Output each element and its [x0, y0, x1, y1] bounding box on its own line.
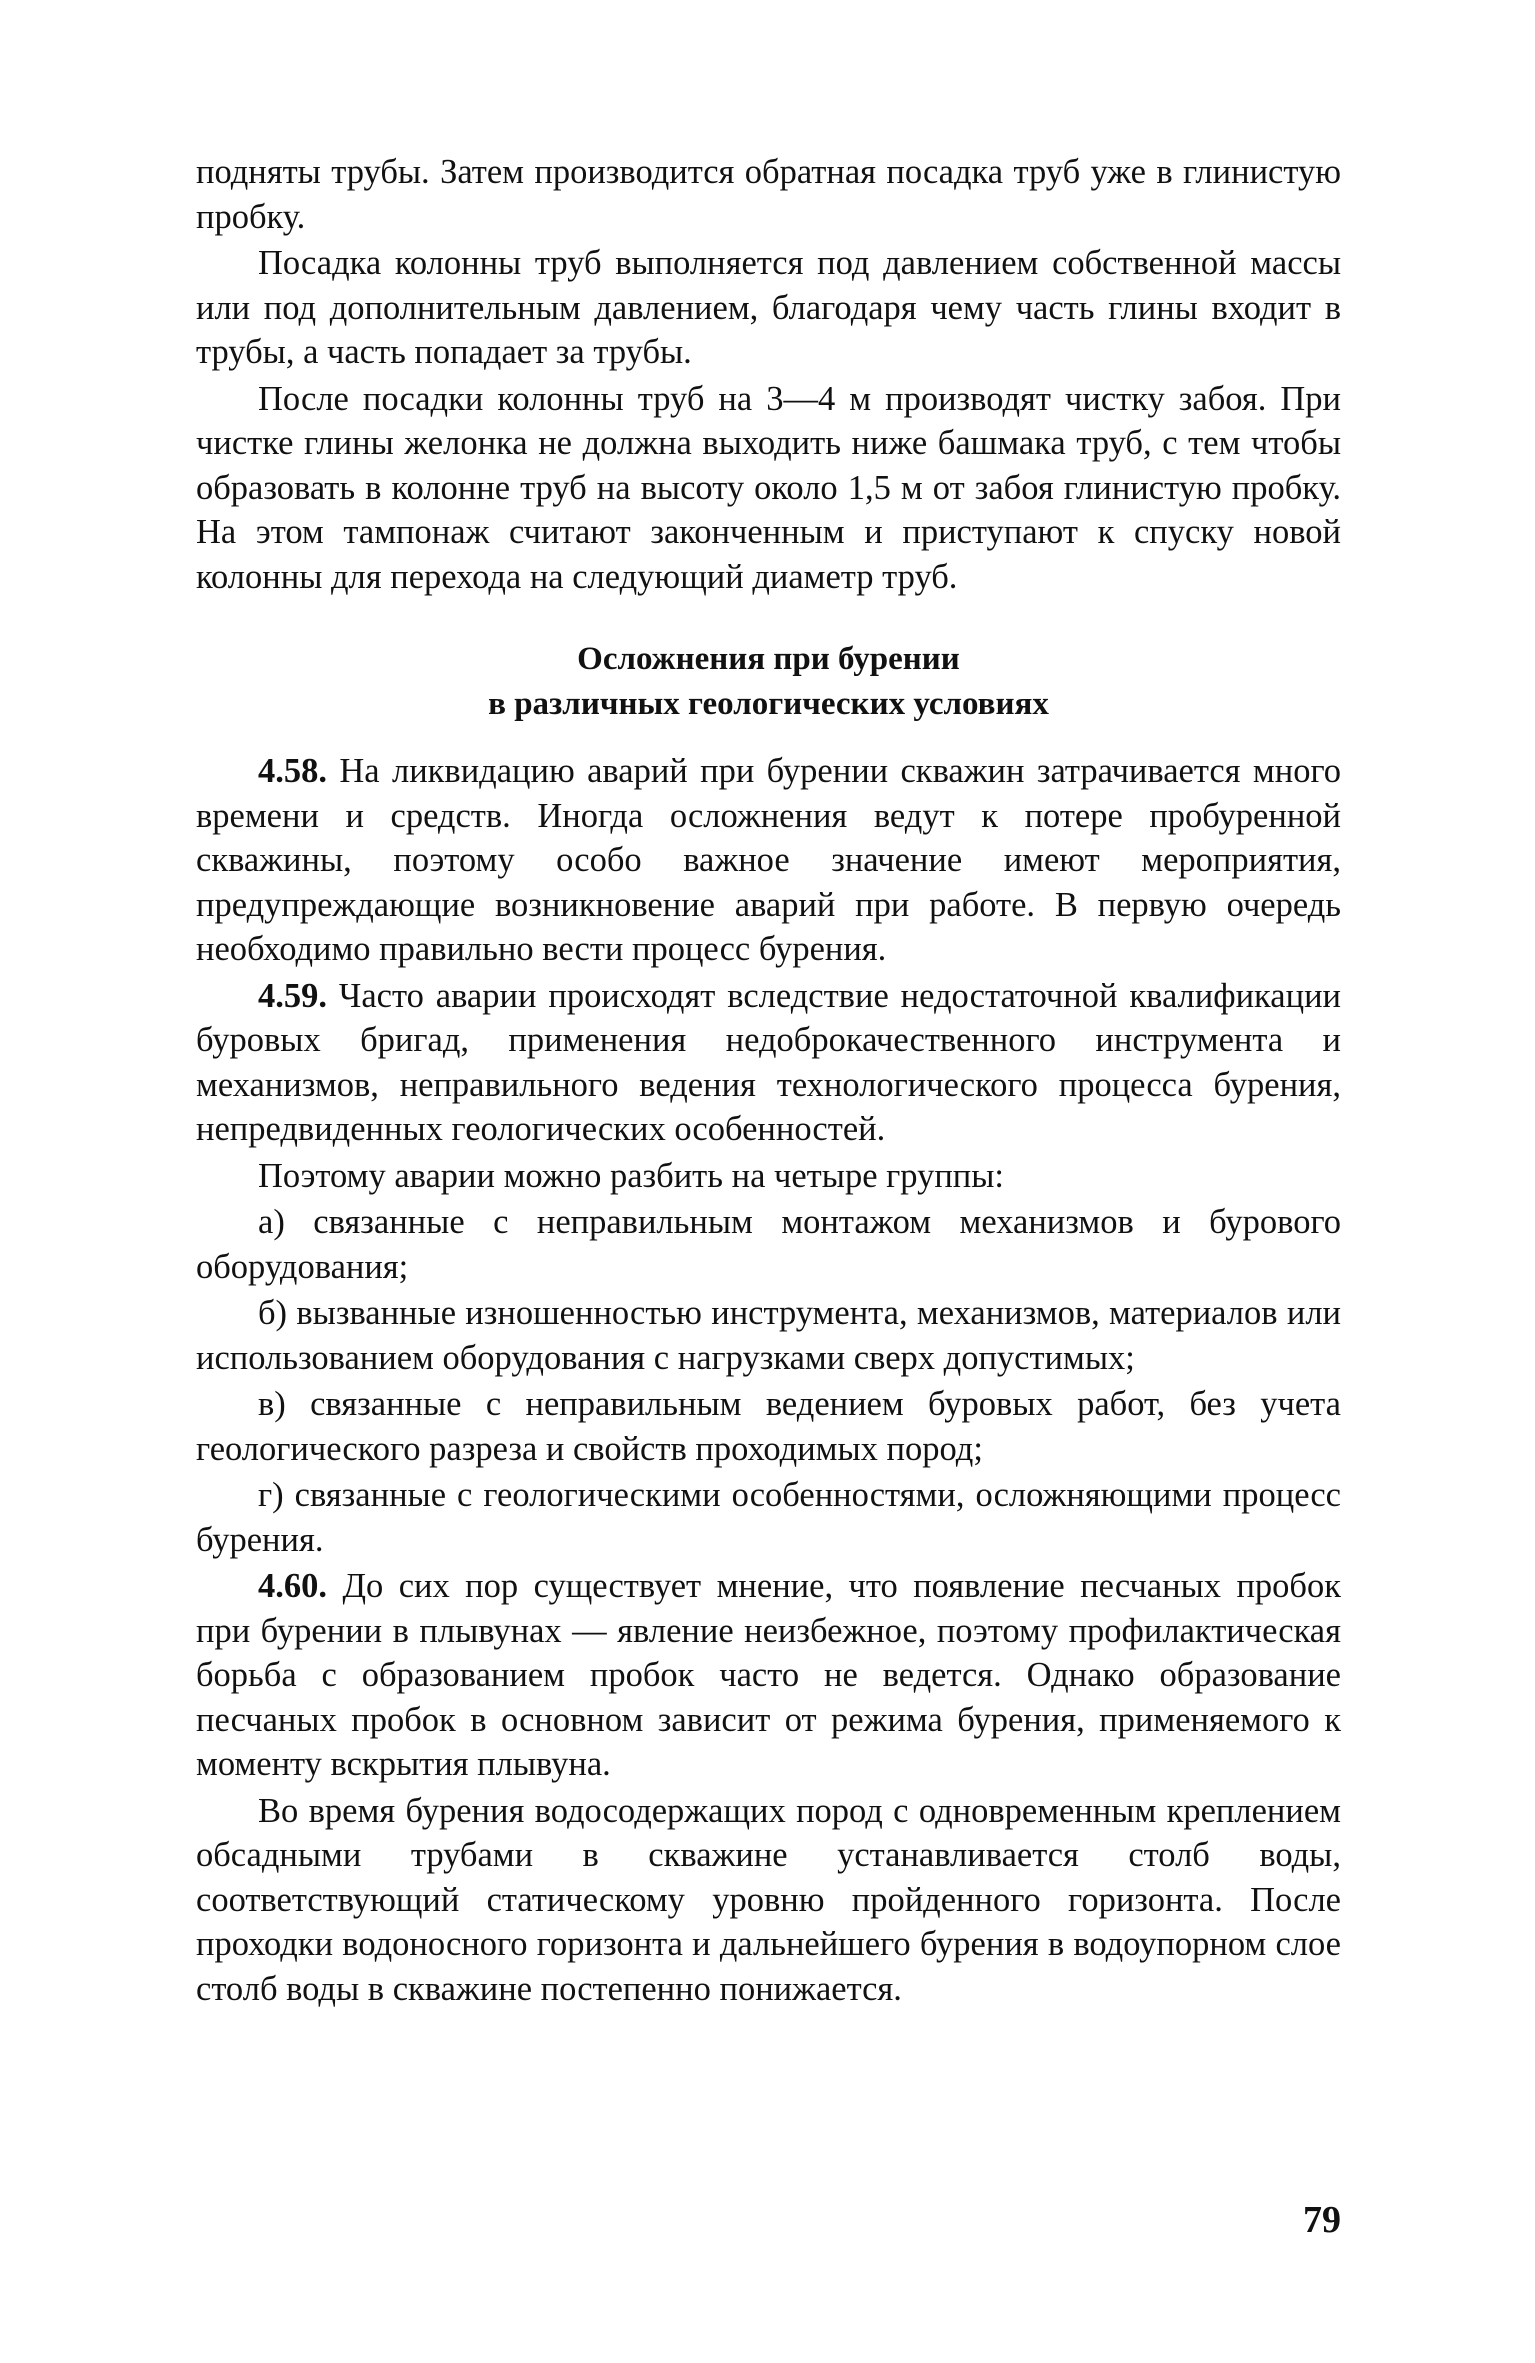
paragraph-4-58-text: На ликвидацию аварий при бурении скважин затрачивается много времени и средств. Иногда осложнения ведут к потере пробуренной скважины, поэтому особо важное значение имеют мероприятия, предупреждающие возникновение аварий при работе. В первую очередь необходимо правильно вести процесс бурения.	[196, 752, 1341, 968]
paragraph-4-59-text: Часто аварии происходят вследствие недостаточной квалификации буровых бригад, применения недоброкачественного инструмента и механизмов, неправильного ведения технологического процесса бурения, непредвиденных геологических особенностей.	[196, 976, 1341, 1148]
paragraph-continuation: подняты трубы. Затем производится обратная посадка труб уже в глинистую пробку.	[196, 153, 1341, 236]
page-number: 79	[1303, 2199, 1341, 2241]
section-heading-line-1: Осложнения при бурении	[577, 641, 960, 677]
section-heading	[196, 637, 1341, 727]
document-page	[196, 150, 1341, 2011]
section-number-4-58: 4.58.	[258, 752, 327, 790]
section-number-4-59: 4.59.	[258, 976, 327, 1015]
paragraph-water-column: Во время бурения водосодержащих пород с одновременным креплением обсадными трубами в скважине устанавливается столб воды, соответствующий статическому уровню пройденного горизонта. После проходки водоносного горизонта и дальнейшего бурения в водоупорном слое столб воды в скважине постепенно понижается.	[196, 1791, 1341, 2008]
paragraph-4-60	[196, 1564, 1341, 1787]
paragraph-4-59	[196, 974, 1341, 1152]
paragraph-4-58	[196, 749, 1341, 972]
list-item-v: в) связанные с неправильным ведением буровых работ, без учета геологического разреза и свойств проходимых пород;	[196, 1385, 1341, 1468]
paragraph-casing-landing: Посадка колонны труб выполняется под давлением собственной массы или под дополнительным давлением, благодаря чему часть глины входит в трубы, а часть попадает за трубы.	[196, 244, 1341, 371]
section-number-4-60: 4.60.	[258, 1567, 327, 1605]
paragraph-bottom-cleaning: После посадки колонны труб на 3—4 м производят чистку забоя. При чистке глины желонка не должна выходить ниже башмака труб, с тем чтобы образовать в колонне труб на высоту около 1,5 м от забоя глинистую пробку. На этом тампонаж считают законченным и приступают к спуску новой колонны для перехода на следующий диаметр труб.	[196, 379, 1341, 596]
list-item-a: а) связанные с неправильным монтажом механизмов и бурового оборудования;	[196, 1203, 1341, 1286]
list-item-b: б) вызванные изношенностью инструмента, механизмов, материалов или использованием оборудования с нагрузками сверх допустимых;	[196, 1294, 1341, 1377]
list-item-g: г) связанные с геологическими особенностями, осложняющими процесс бурения.	[196, 1476, 1341, 1559]
paragraph-4-60-text: До сих пор существует мнение, что появление песчаных пробок при бурении в плывунах — явление неизбежное, поэтому профилактическая борьба с образованием пробок часто не ведется. Однако образование песчаных пробок в основном зависит от режима бурения, применяемого к моменту вскрытия плывуна.	[196, 1567, 1341, 1783]
section-heading-line-2: в различных геологических условиях	[488, 686, 1049, 722]
paragraph-groups-intro: Поэтому аварии можно разбить на четыре группы:	[258, 1156, 1005, 1195]
